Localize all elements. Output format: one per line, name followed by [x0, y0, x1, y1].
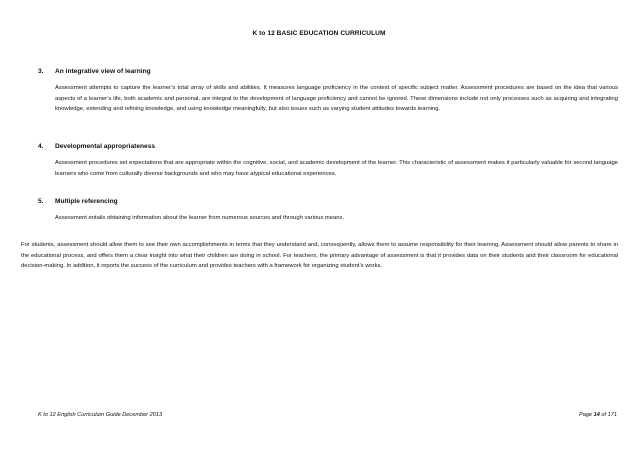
closing-paragraph: For students, assessment should allow them to see their own accomplishments in terms that they understand and, consequently, allows them to assume responsibility for their learning. Assessment should allow parents to share in the educational process, and offers them a clear insight into what their children are doing in school. For teachers, the primary advantage of assessment is that it provides data on their students and their classroom for educational decision-making. In addition, it reports the success of the curriculum and provides teachers with a framework for organizing student’s works.: [21, 242, 618, 269]
footer-page-indicator: [579, 412, 617, 418]
section-integrative-view: [38, 68, 618, 115]
total-pages: 171: [607, 412, 617, 418]
section-heading: [38, 143, 618, 150]
section-paragraph: Assessment attempts to capture the learner’s total array of skills and abilities. It measures language proficiency in the context of specific subject matter. Assessment procedures are based on the idea that various aspects of a learner’s life, both academic and personal, are integral to the development of language proficiency and cannot be ignored. These dimensions include not only processes such as acquiring and integrating knowledge, extending and refining knowledge, and using knowledge meaningfully, but also issues such as varying student attitudes towards learning.: [55, 85, 618, 112]
section-number: 4.: [38, 143, 44, 150]
section-multiple-referencing: [38, 198, 618, 224]
section-paragraph: Assessment entails obtaining information about the learner from numerous sources and through various means.: [55, 215, 345, 221]
section-title: An integrative view of learning: [55, 68, 151, 75]
section-heading: [38, 68, 618, 75]
section-developmental-appropriateness: [38, 143, 618, 179]
of-word: of: [601, 412, 607, 418]
page-word: Page: [578, 412, 593, 418]
page-title: K to 12 BASIC EDUCATION CURRICULUM: [252, 30, 386, 37]
section-paragraph: Assessment procedures set expectations that are appropriate within the cognitive, social, and academic development of the learner. This characteristic of assessment makes it particularly valuable for second language learners who come from culturally diverse backgrounds and who may have atypical educational experiences.: [55, 160, 618, 177]
section-number: 5.: [38, 198, 44, 205]
section-title: Developmental appropriateness: [55, 143, 156, 150]
footer-document-name: K to 12 English Curriculum Guide December 2013: [38, 412, 163, 418]
page-number: 14: [593, 412, 600, 418]
section-title: Multiple referencing: [55, 198, 118, 205]
section-heading: [38, 198, 618, 205]
section-number: 3.: [38, 68, 44, 75]
